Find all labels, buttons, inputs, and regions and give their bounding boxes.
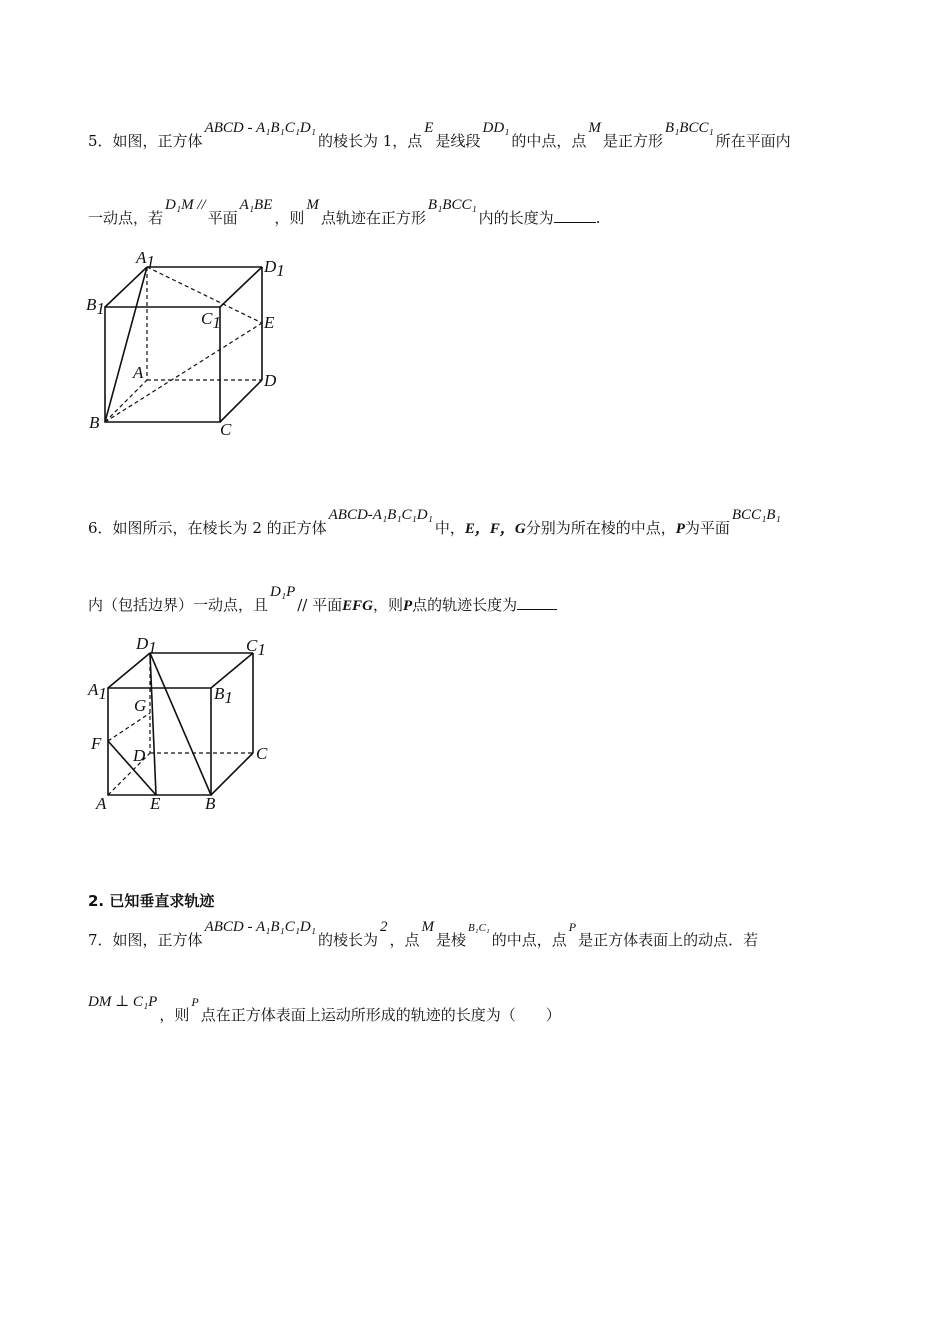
q6-points-efg: E，F，G (464, 521, 526, 537)
q7-text: 点在正方体表面上运动所形成的轨迹的长度为（ ） (200, 1006, 561, 1024)
q7-condition-dm-perp-c1p: DM ⊥ C₁P (88, 994, 158, 1010)
q5-text: 如图，正方体 (112, 132, 203, 150)
fig6-label-d1: D1 (136, 634, 157, 657)
fig5-label-c: C (220, 420, 232, 439)
q5-point-m-2: M (306, 197, 319, 213)
q6-text: 为平面 (684, 519, 730, 537)
fig6-label-g: G (134, 696, 147, 715)
fig6-label-b: B (205, 794, 216, 813)
q6-text: 点的轨迹长度为 (412, 596, 518, 614)
q5-text: 是正方形 (602, 132, 663, 150)
q7-text: 是棱 (436, 931, 467, 949)
q7-text: 的棱长为 (317, 931, 378, 949)
fig6-edge-bc (211, 753, 253, 795)
fig6-label-e: E (150, 794, 161, 813)
q6-answer-blank[interactable] (517, 595, 557, 610)
q5-text: 内的长度为 (478, 209, 554, 227)
q6-point-p-2: P (402, 598, 413, 614)
q5-answer-blank[interactable] (554, 208, 596, 223)
q5-text: ，则 (274, 209, 305, 227)
fig5-label-e: E (264, 313, 275, 332)
q5-text: 的棱长为 1，点 (317, 132, 423, 150)
q7-number: 7． (88, 931, 113, 949)
fig5-label-b: B (89, 413, 100, 432)
figure-6-cube (86, 633, 306, 813)
q7-point-p-2: P (191, 995, 199, 1009)
fig6-label-f: F (91, 734, 102, 753)
q5-cube-formula: ABCD - A₁B₁C₁D₁ (204, 120, 316, 136)
q7-edge-length: 2 (380, 919, 388, 935)
fig6-label-c1: C1 (246, 636, 266, 659)
q7-point-p: P (568, 920, 577, 934)
q6-point-p: P (675, 521, 685, 537)
q7-text: ，点 (389, 931, 420, 949)
fig5-label-d: D (264, 371, 277, 390)
q7-cube-formula: ABCD - A₁B₁C₁D₁ (204, 919, 316, 935)
fig5-label-b1: B1 (86, 295, 105, 318)
section-2-title: 2. 已知垂直求轨迹 (88, 892, 215, 910)
q5-plane-a1be: A₁BE (239, 197, 273, 213)
q6-cube-formula: ABCD-A₁B₁C₁D₁ (328, 507, 433, 523)
fig6-label-a: A (96, 794, 107, 813)
fig6-segment-d1b (150, 653, 211, 795)
q7-line-2 (88, 994, 561, 1025)
q5-number: 5． (88, 132, 113, 150)
q6-line-1 (88, 507, 783, 538)
q7-text: ，则 (159, 1006, 190, 1024)
fig5-edge-b1a1 (105, 267, 147, 307)
fig5-label-d1: D1 (264, 257, 285, 280)
q6-text: 中， (434, 519, 465, 537)
fig5-label-c1: C1 (201, 309, 221, 332)
fig6-label-a1: A1 (88, 680, 107, 703)
q5-text: 点轨迹在正方形 (320, 209, 426, 227)
fig6-label-c: C (256, 744, 268, 763)
q6-segment-d1p: D₁P (270, 584, 296, 600)
fig6-edge-a1d1 (108, 653, 150, 688)
fig6-label-b1: B1 (214, 684, 233, 707)
q5-square-b1bcc1-2: B₁BCC₁ (427, 197, 477, 213)
q7-text: 的中点，点 (491, 931, 567, 949)
q5-segment-dd1: DD₁ (482, 120, 510, 136)
q6-plane-efg: EFG (342, 598, 373, 614)
q5-point-e: E (424, 120, 434, 136)
q6-plane-bcc1b1: BCC₁B₁ (731, 507, 781, 523)
q6-text: 内（包括边界）一动点，且 (88, 596, 269, 614)
q6-text: 如图所示，在棱长为 2 的正方体 (112, 519, 327, 537)
fig5-label-a1: A1 (136, 248, 155, 271)
q5-text: . (595, 209, 601, 227)
q6-number: 6． (88, 519, 113, 537)
q7-line-1 (88, 919, 759, 950)
fig6-segment-fg-hidden (108, 713, 150, 741)
q5-text: 一动点，若 (88, 209, 164, 227)
q5-d1m-parallel: D₁M // (165, 197, 206, 213)
q6-text: ，则 (372, 596, 403, 614)
fig5-edge-c1d1 (220, 267, 262, 307)
figure-5-cube (80, 250, 310, 440)
fig6-label-d: D (133, 746, 146, 765)
fig6-segment-fe (108, 741, 156, 795)
q5-text: 所在平面内 (715, 132, 791, 150)
fig6-segment-d1e (150, 653, 156, 795)
q6-line-2 (88, 584, 557, 615)
fig6-edge-b1c1 (211, 653, 253, 688)
fig5-edge-cd (220, 380, 262, 422)
q7-text: 如图，正方体 (112, 931, 203, 949)
q5-text: 平面 (207, 209, 238, 227)
q5-text: 的中点，点 (511, 132, 587, 150)
q5-line-1 (88, 120, 791, 151)
q5-square-b1bcc1: B₁BCC₁ (664, 120, 714, 136)
q7-edge-b1c1: B₁C₁ (468, 922, 490, 934)
q5-text: 是线段 (435, 132, 481, 150)
fig5-segment-a1b (105, 267, 147, 422)
q7-text: 是正方体表面上的动点．若 (578, 931, 759, 949)
q7-point-m: M (421, 919, 435, 935)
q6-text: 分别为所在棱的中点， (525, 519, 676, 537)
q6-text: // 平面 (297, 596, 343, 614)
q5-point-m: M (588, 120, 601, 136)
fig5-label-a: A (133, 363, 144, 382)
q5-line-2 (88, 197, 601, 228)
